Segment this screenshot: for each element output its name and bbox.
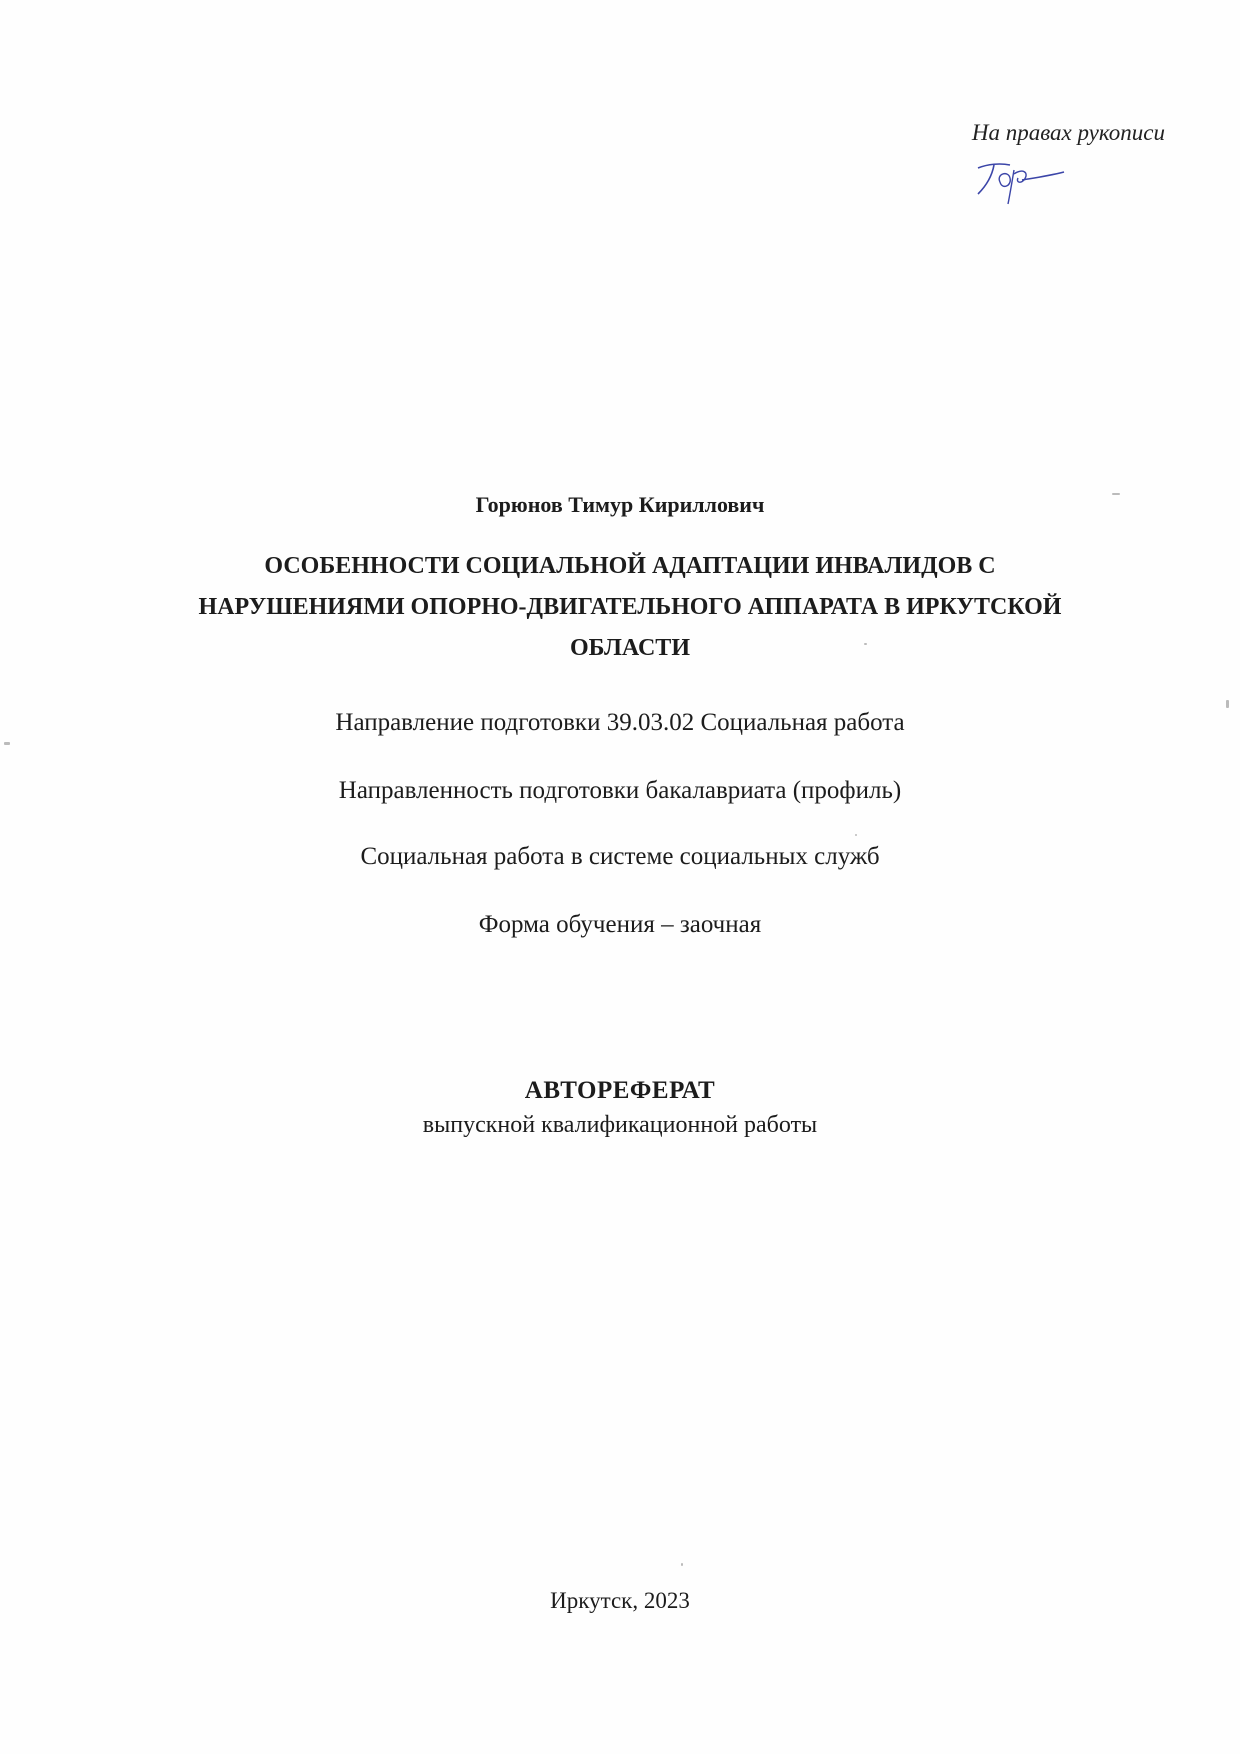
- scan-speck: [1226, 700, 1229, 708]
- scan-speck: [864, 643, 867, 645]
- author-name: Горюнов Тимур Кириллович: [475, 492, 765, 517]
- handwritten-signature: [970, 152, 1070, 208]
- scan-speck: [4, 742, 10, 745]
- thesis-title: ОСОБЕННОСТИ СОЦИАЛЬНОЙ АДАПТАЦИИ ИНВАЛИДОВ С НАРУШЕНИЯМИ ОПОРНО-ДВИГАТЕЛЬНОГО АППАРАТА В ИРКУТСКОЙ ОБЛАСТИ: [198, 553, 1062, 661]
- scan-speck: [1112, 493, 1120, 495]
- scan-speck: [681, 1563, 683, 1566]
- study-profile: Социальная работа в системе социальных служб: [360, 843, 880, 870]
- rights-note: На правах рукописи: [971, 120, 1165, 145]
- scan-speck: [855, 834, 857, 836]
- document-type: АВТОРЕФЕРАТ: [524, 1077, 716, 1104]
- study-orientation: Направленность подготовки бакалавриата (профиль): [338, 777, 902, 804]
- study-direction: Направление подготовки 39.03.02 Социальная работа: [335, 709, 905, 736]
- city-year: Иркутск, 2023: [550, 1588, 690, 1613]
- study-form: Форма обучения – заочная: [478, 911, 762, 938]
- document-subtype: выпускной квалификационной работы: [422, 1112, 818, 1138]
